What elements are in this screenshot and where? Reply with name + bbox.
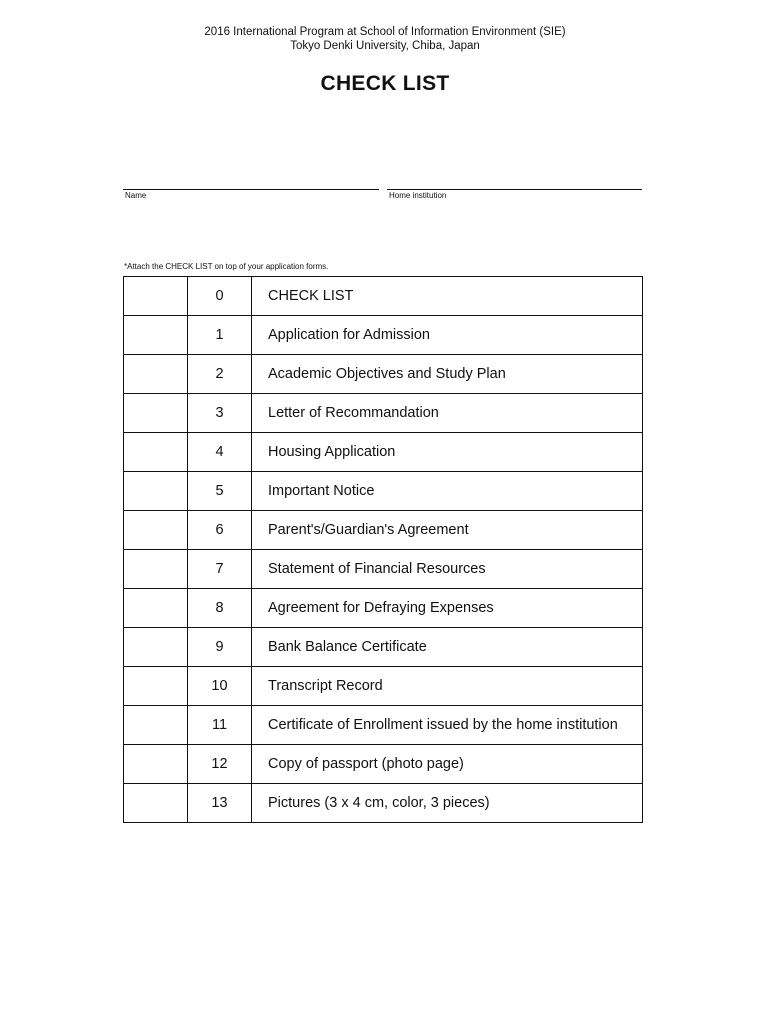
checklist-row: [124, 784, 643, 823]
item-label: Academic Objectives and Study Plan: [252, 355, 643, 394]
checklist-row: [124, 511, 643, 550]
item-number: 0: [188, 277, 252, 316]
item-label: Bank Balance Certificate: [252, 628, 643, 667]
item-label: Letter of Recommandation: [252, 394, 643, 433]
item-label: Pictures (3 x 4 cm, color, 3 pieces): [252, 784, 643, 823]
item-label: Housing Application: [252, 433, 643, 472]
checklist-row: [124, 316, 643, 355]
check-box-cell[interactable]: [124, 706, 188, 745]
item-number: 5: [188, 472, 252, 511]
item-number: 7: [188, 550, 252, 589]
page-title: CHECK LIST: [320, 72, 450, 95]
item-number: 2: [188, 355, 252, 394]
checklist-row: [124, 355, 643, 394]
home-institution-label: Home institution: [389, 191, 447, 200]
item-label: Transcript Record: [252, 667, 643, 706]
item-label: CHECK LIST: [252, 277, 643, 316]
checklist-row: [124, 550, 643, 589]
checklist-row: [124, 745, 643, 784]
check-box-cell[interactable]: [124, 433, 188, 472]
document-header: [0, 25, 770, 53]
check-box-cell[interactable]: [124, 511, 188, 550]
program-title: 2016 International Program at School of Information Environment (SIE): [204, 26, 566, 38]
item-label: Important Notice: [252, 472, 643, 511]
item-label: Parent's/Guardian's Agreement: [252, 511, 643, 550]
item-label: Agreement for Defraying Expenses: [252, 589, 643, 628]
name-field[interactable]: [123, 189, 379, 200]
item-number: 10: [188, 667, 252, 706]
check-box-cell[interactable]: [124, 667, 188, 706]
check-box-cell[interactable]: [124, 628, 188, 667]
checklist-row: [124, 628, 643, 667]
item-number: 13: [188, 784, 252, 823]
check-box-cell[interactable]: [124, 394, 188, 433]
home-institution-field[interactable]: [387, 189, 642, 200]
checklist-row: [124, 667, 643, 706]
checklist-row: [124, 433, 643, 472]
check-box-cell[interactable]: [124, 550, 188, 589]
checklist-row: [124, 706, 643, 745]
item-label: Copy of passport (photo page): [252, 745, 643, 784]
checklist-row: [124, 472, 643, 511]
checklist-table: [123, 276, 643, 823]
item-label: Application for Admission: [252, 316, 643, 355]
item-number: 4: [188, 433, 252, 472]
name-label: Name: [125, 191, 147, 200]
attach-note: *Attach the CHECK LIST on top of your application forms.: [124, 262, 329, 271]
item-number: 6: [188, 511, 252, 550]
check-box-cell[interactable]: [124, 355, 188, 394]
check-box-cell[interactable]: [124, 745, 188, 784]
check-box-cell[interactable]: [124, 784, 188, 823]
item-number: 3: [188, 394, 252, 433]
checklist-row: [124, 277, 643, 316]
item-number: 8: [188, 589, 252, 628]
check-box-cell[interactable]: [124, 277, 188, 316]
item-number: 1: [188, 316, 252, 355]
item-number: 12: [188, 745, 252, 784]
checklist-row: [124, 394, 643, 433]
item-label: Statement of Financial Resources: [252, 550, 643, 589]
university-location: Tokyo Denki University, Chiba, Japan: [290, 40, 480, 52]
item-label: Certificate of Enrollment issued by the home institution: [252, 706, 643, 745]
item-number: 11: [188, 706, 252, 745]
item-number: 9: [188, 628, 252, 667]
check-box-cell[interactable]: [124, 316, 188, 355]
checklist-row: [124, 589, 643, 628]
check-box-cell[interactable]: [124, 589, 188, 628]
check-box-cell[interactable]: [124, 472, 188, 511]
